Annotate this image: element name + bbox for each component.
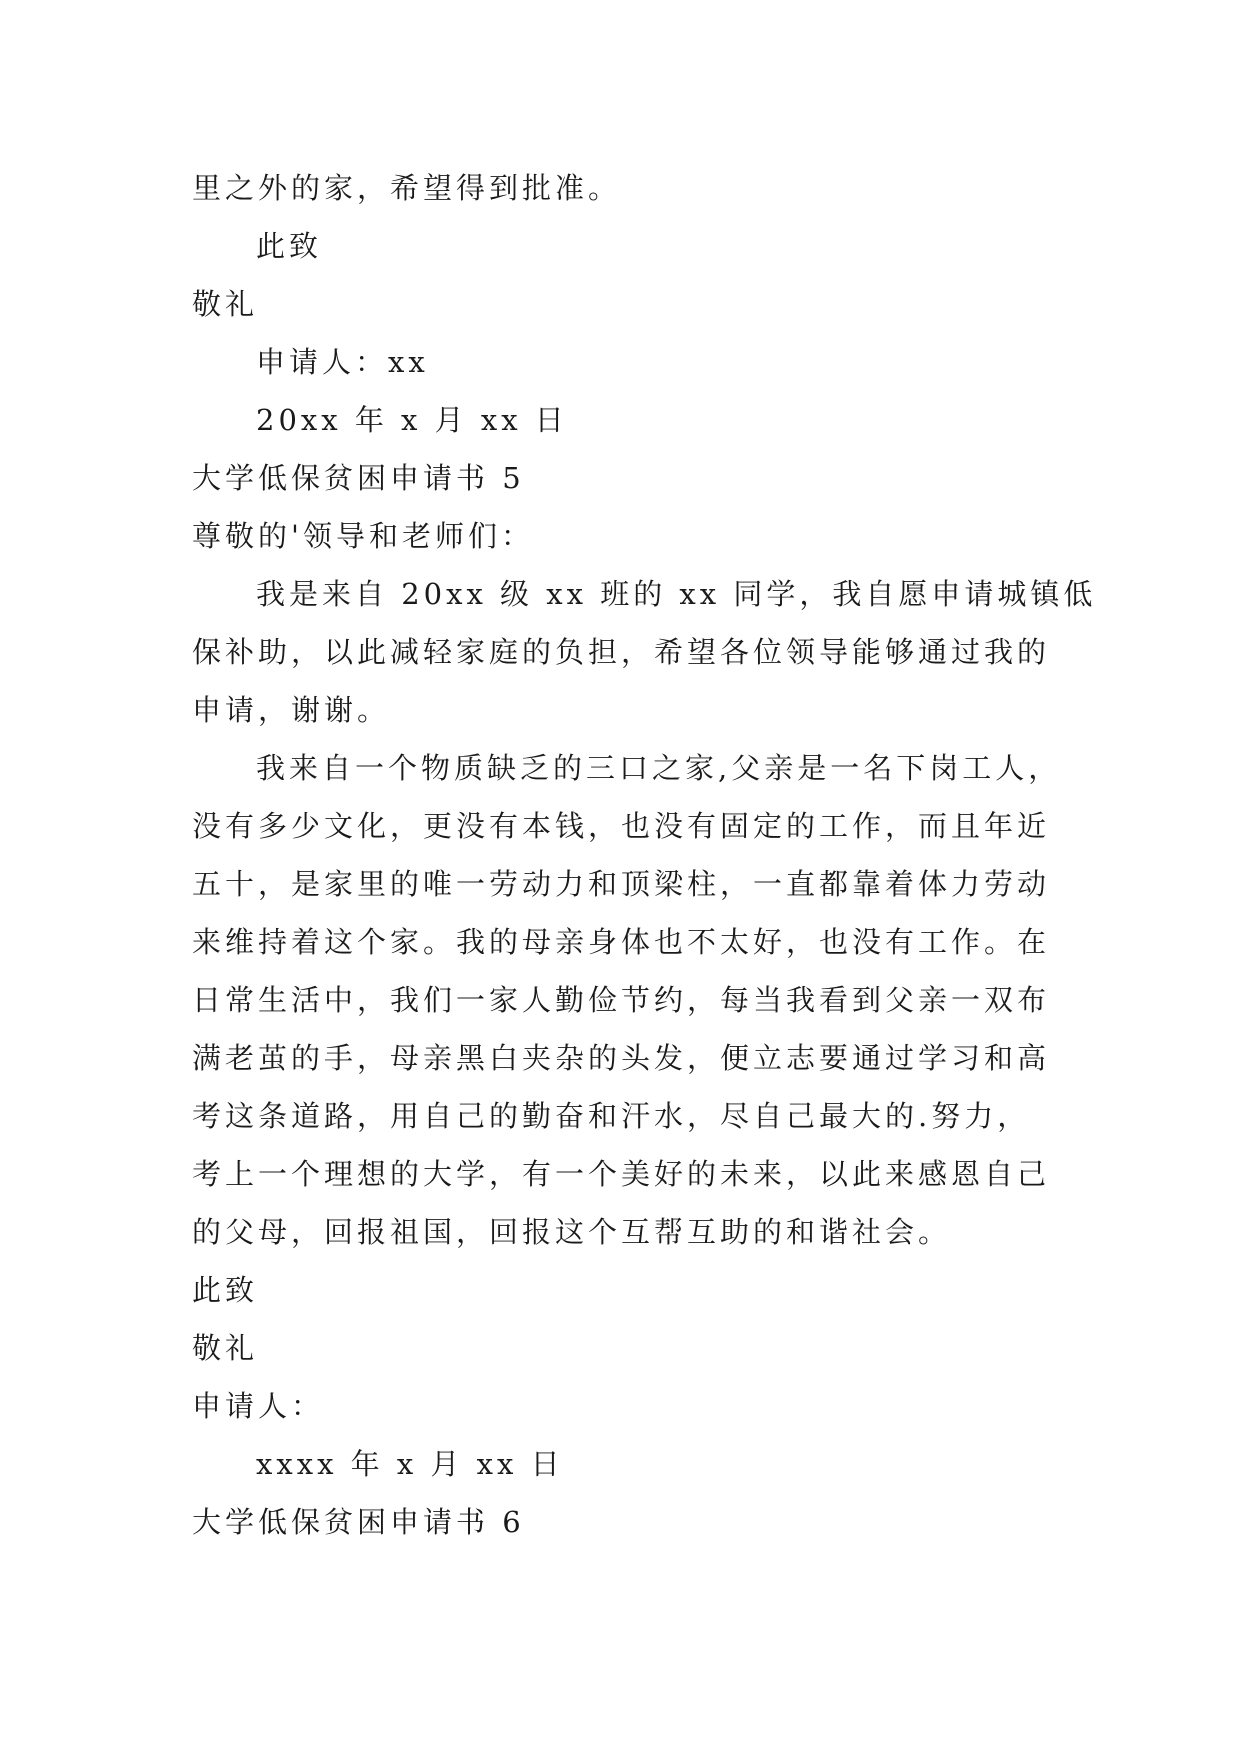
section-title: 大学低保贫困申请书 6 <box>192 1505 525 1539</box>
paragraph-line: 来维持着这个家。我的母亲身体也不太好，也没有工作。在 <box>192 925 1051 959</box>
paragraph-line: 满老茧的手，母亲黑白夹杂的头发，便立志要通过学习和高 <box>192 1041 1051 1075</box>
applicant-signature: 申请人：xx <box>256 345 429 379</box>
paragraph-line: 申请，谢谢。 <box>192 693 391 727</box>
paragraph-line: 保补助，以此减轻家庭的负担，希望各位领导能够通过我的 <box>192 635 1051 669</box>
paragraph-line: 考上一个理想的大学，有一个美好的未来，以此来感恩自己 <box>192 1157 1051 1191</box>
closing-salutation: 此致 <box>192 1273 259 1307</box>
paragraph-line: 的父母，回报祖国，回报这个互帮互助的和谐社会。 <box>192 1215 952 1249</box>
paragraph-line: 没有多少文化，更没有本钱，也没有固定的工作，而且年近 <box>192 809 1051 843</box>
body-text-line: 里之外的家，希望得到批准。 <box>192 171 622 205</box>
paragraph-line: 日常生活中，我们一家人勤俭节约，每当我看到父亲一双布 <box>192 983 1051 1017</box>
section-title: 大学低保贫困申请书 5 <box>192 461 525 495</box>
paragraph-line: 我来自一个物质缺乏的三口之家,父亲是一名下岗工人， <box>256 751 1062 785</box>
closing-respect: 敬礼 <box>192 1331 259 1365</box>
paragraph-line: 我是来自 20xx 级 xx 班的 xx 同学，我自愿申请城镇低 <box>256 577 1097 611</box>
paragraph-line: 考这条道路，用自己的勤奋和汗水，尽自己最大的.努力， <box>192 1099 1031 1133</box>
date-line: xxxx 年 x 月 xx 日 <box>256 1447 564 1481</box>
closing-salutation: 此致 <box>256 229 323 263</box>
date-line: 20xx 年 x 月 xx 日 <box>256 403 568 437</box>
greeting: 尊敬的'领导和老师们： <box>192 519 534 553</box>
paragraph-line: 五十，是家里的唯一劳动力和顶梁柱，一直都靠着体力劳动 <box>192 867 1051 901</box>
applicant-signature: 申请人： <box>192 1389 325 1423</box>
closing-respect: 敬礼 <box>192 287 259 321</box>
